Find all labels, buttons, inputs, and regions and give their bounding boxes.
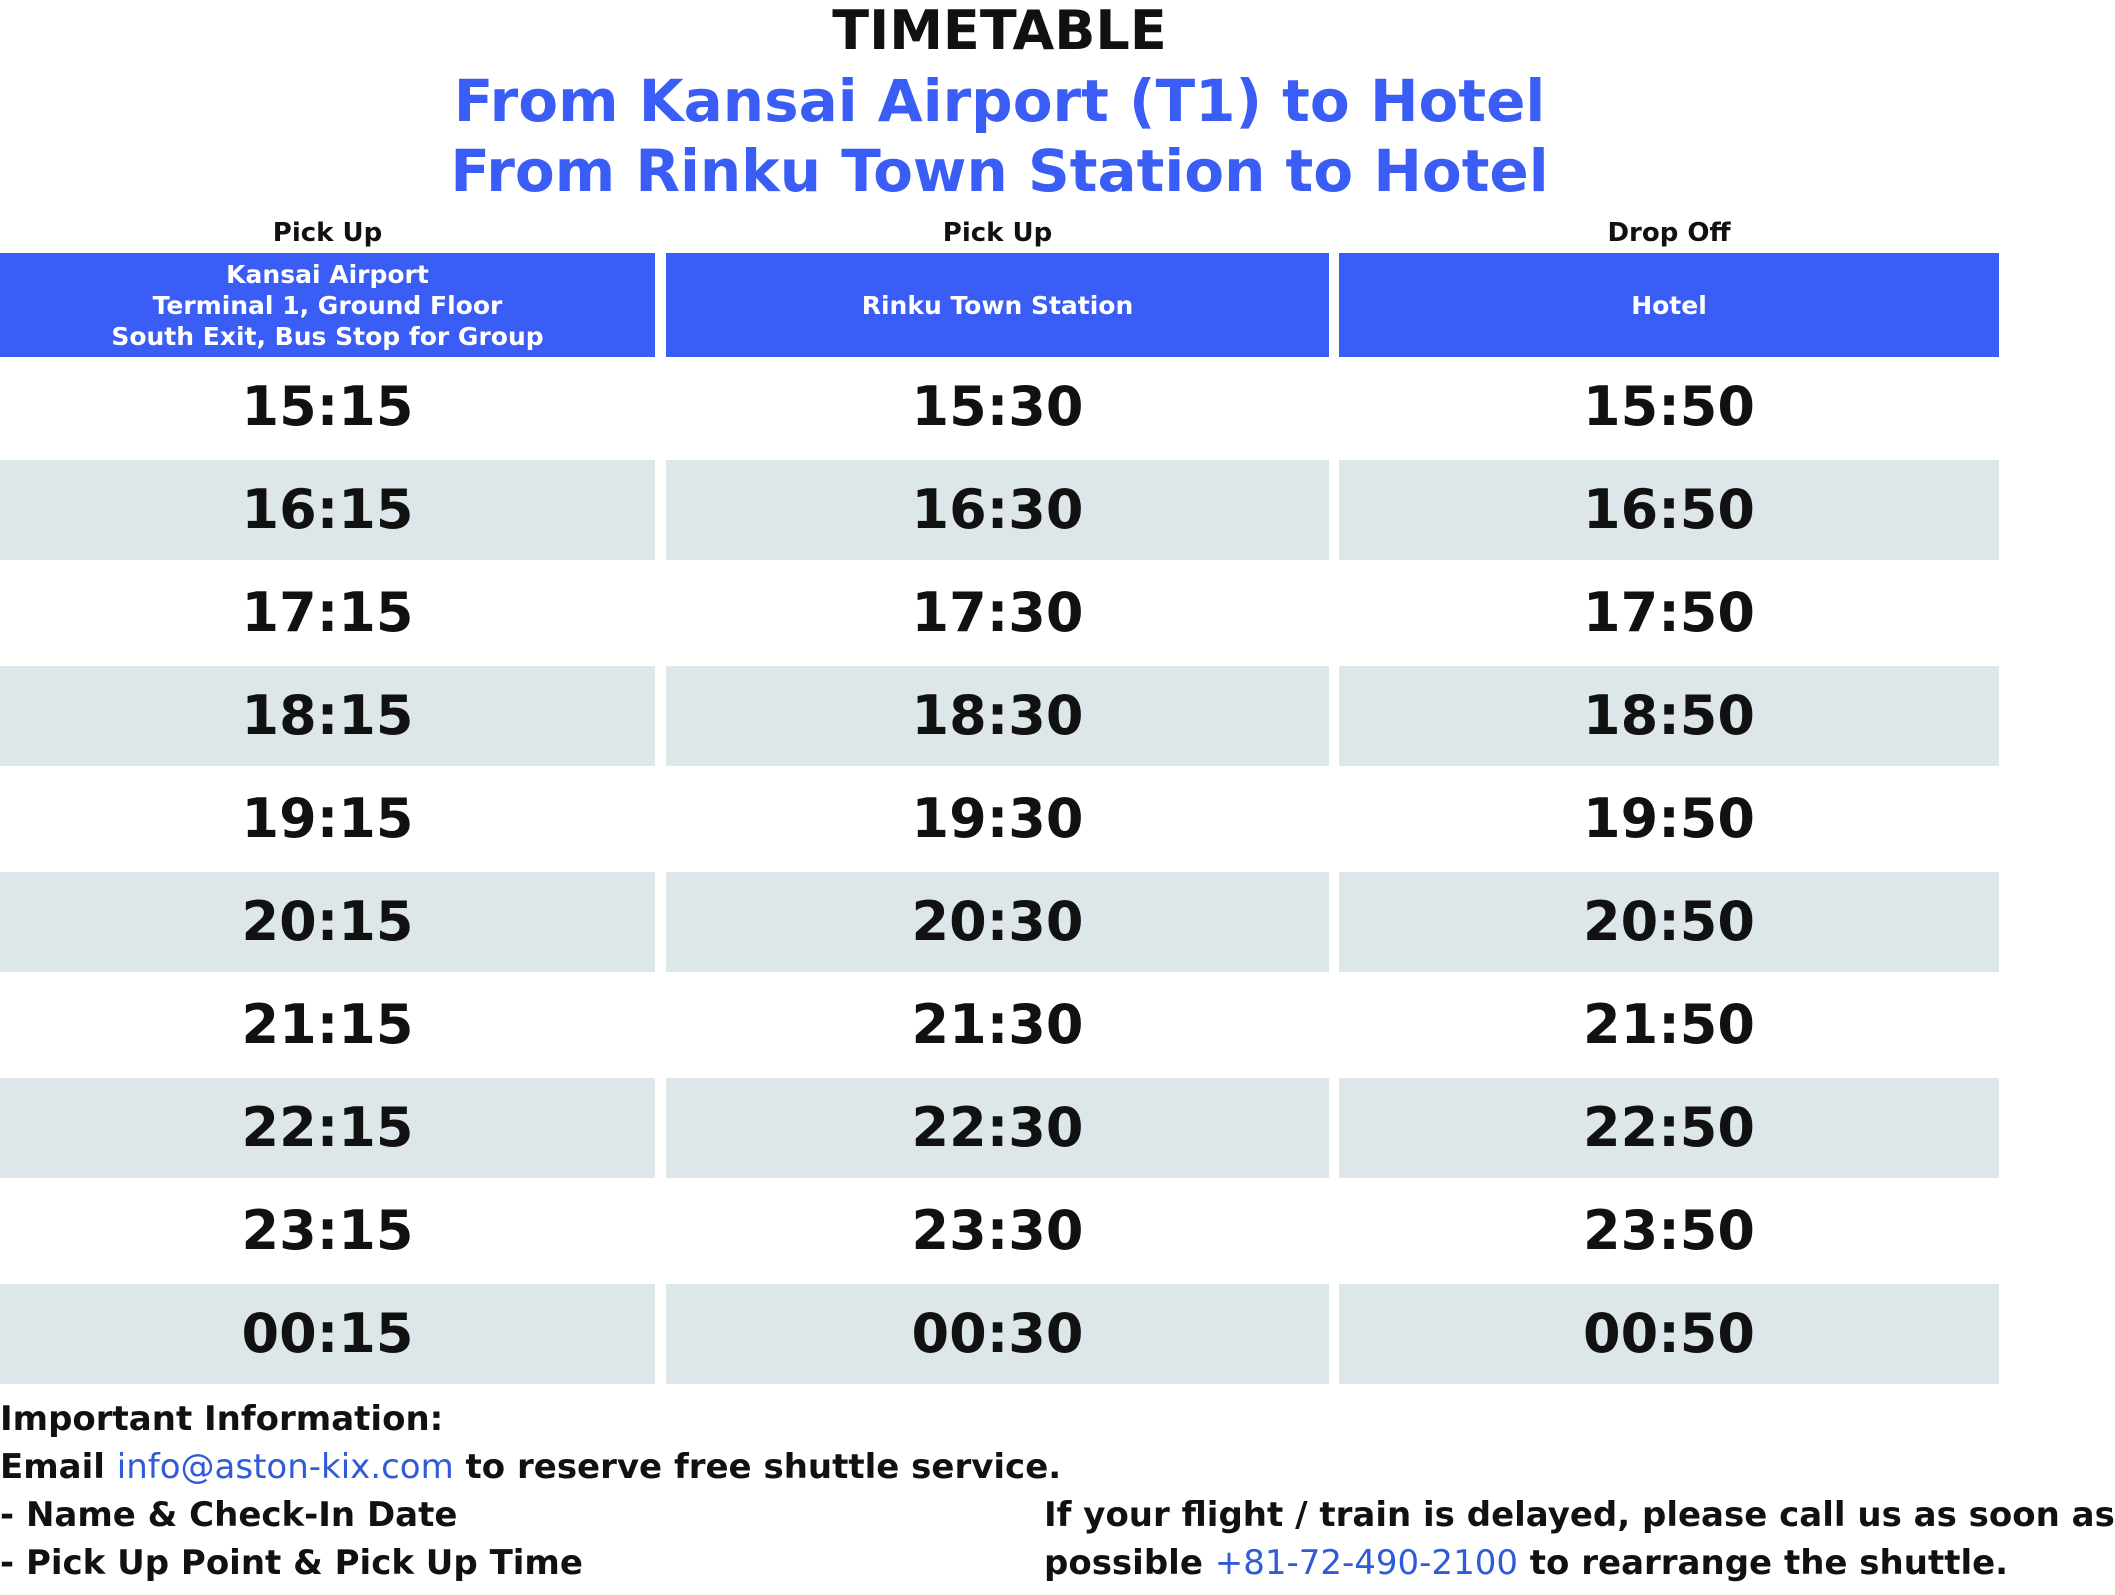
time-cell-hotel: 21:50: [1583, 993, 1755, 1056]
time-cell-hotel: 22:50: [1339, 1078, 1999, 1178]
time-cell-airport: 16:15: [0, 460, 655, 560]
header-cell-station: [666, 253, 1329, 357]
route-subtitle-station: From Rinku Town Station to Hotel: [450, 137, 1549, 205]
header-airport-line: Terminal 1, Ground Floor: [152, 290, 503, 320]
time-cell-hotel: 20:50: [1339, 872, 1999, 972]
time-cell-airport: 22:15: [0, 1078, 655, 1178]
time-cell-airport: 18:15: [0, 666, 655, 766]
header-cell-hotel: [1339, 253, 1999, 357]
email-link[interactable]: info@aston-kix.com: [116, 1447, 454, 1487]
delay-notice: If your flight / train is delayed, please call us as soon as: [1044, 1495, 2115, 1535]
email-prefix: Email: [0, 1447, 117, 1487]
time-cell-airport: 23:15: [241, 1199, 414, 1262]
requirement-item: - Name & Check-In Date: [0, 1495, 458, 1535]
time-cell-station: 23:30: [911, 1199, 1084, 1262]
time-cell-airport: 15:15: [241, 375, 414, 438]
header-airport-line: Kansai Airport: [226, 259, 429, 289]
time-cell-hotel: 19:50: [1583, 787, 1755, 850]
phone-link[interactable]: +81-72-490-2100: [1214, 1543, 1518, 1583]
time-cell-airport: 17:15: [241, 581, 414, 644]
email-suffix: to reserve free shuttle service.: [453, 1447, 1062, 1487]
page-title: TIMETABLE: [832, 0, 1167, 62]
requirement-item: - Pick Up Point & Pick Up Time: [0, 1543, 583, 1583]
time-cell-station: 22:30: [666, 1078, 1329, 1178]
delay-suffix: to rearrange the shuttle.: [1517, 1543, 2009, 1583]
time-cell-hotel: 15:50: [1583, 375, 1755, 438]
time-cell-station: 18:30: [666, 666, 1329, 766]
delay-prefix: possible: [1044, 1543, 1215, 1583]
time-cell-hotel: 17:50: [1583, 581, 1755, 644]
time-cell-airport: 00:15: [0, 1284, 655, 1384]
header-cell-airport: [0, 253, 655, 357]
time-cell-station: 00:30: [666, 1284, 1329, 1384]
header-station-line: Rinku Town Station: [861, 290, 1134, 320]
route-subtitle-airport: From Kansai Airport (T1) to Hotel: [453, 67, 1546, 135]
time-cell-hotel: 23:50: [1583, 1199, 1755, 1262]
time-cell-airport: 19:15: [241, 787, 414, 850]
time-cell-station: 17:30: [911, 581, 1084, 644]
time-cell-station: 19:30: [911, 787, 1084, 850]
column-label-hotel: Drop Off: [1607, 218, 1731, 248]
time-cell-airport: 20:15: [0, 872, 655, 972]
time-cell-hotel: 18:50: [1339, 666, 1999, 766]
email-instruction: [0, 1444, 1061, 1490]
time-cell-hotel: 16:50: [1339, 460, 1999, 560]
column-label-airport: Pick Up: [272, 218, 383, 248]
header-hotel-line: Hotel: [1631, 290, 1707, 320]
header-airport-line: South Exit, Bus Stop for Group: [111, 321, 544, 351]
time-cell-hotel: 00:50: [1339, 1284, 1999, 1384]
time-cell-station: 20:30: [666, 872, 1329, 972]
delay-notice-contact: [1044, 1540, 2008, 1586]
time-cell-station: 15:30: [911, 375, 1084, 438]
column-label-station: Pick Up: [942, 218, 1053, 248]
important-info-heading: Important Information:: [0, 1399, 444, 1439]
time-cell-station: 21:30: [911, 993, 1084, 1056]
time-cell-airport: 21:15: [241, 993, 414, 1056]
time-cell-station: 16:30: [666, 460, 1329, 560]
